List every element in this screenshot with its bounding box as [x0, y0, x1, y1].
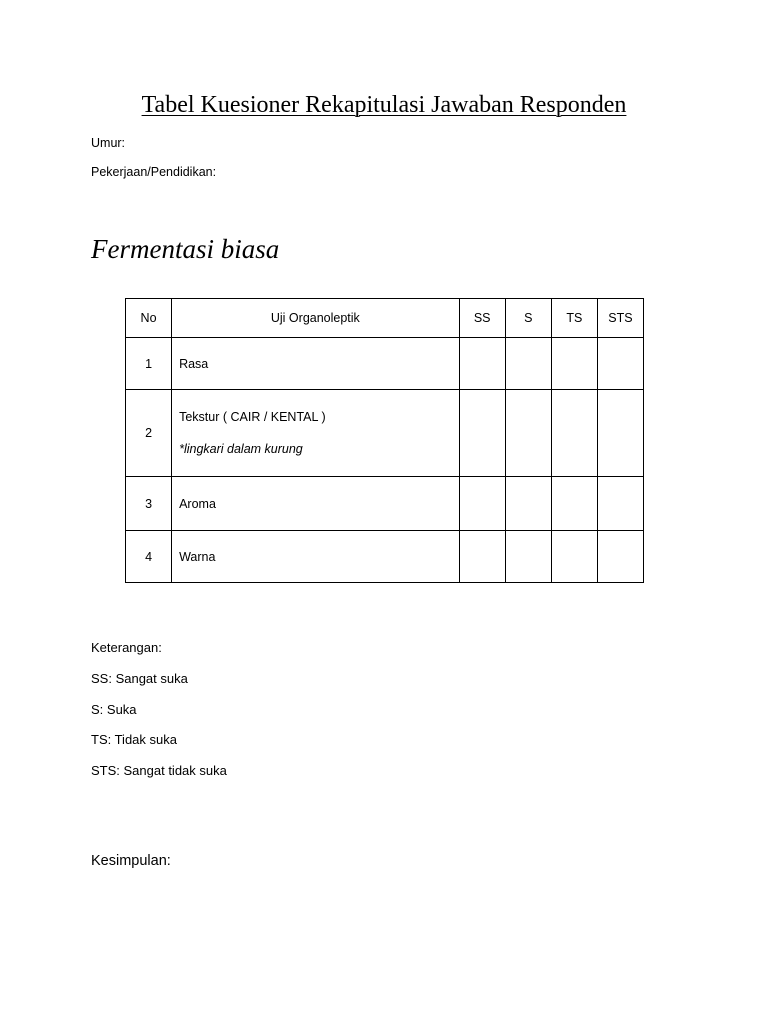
rating-cell-sts[interactable] — [597, 531, 643, 583]
rating-cell-ts[interactable] — [551, 390, 597, 477]
rating-cell-ts[interactable] — [551, 338, 597, 390]
row-item: Aroma — [172, 477, 460, 531]
rating-cell-ss[interactable] — [459, 338, 505, 390]
row-number: 3 — [126, 477, 172, 531]
occupation-education-field-label: Pekerjaan/Pendidikan: — [91, 165, 217, 179]
rating-cell-ss[interactable] — [459, 531, 505, 583]
header-no: No — [126, 299, 172, 338]
page-title: Tabel Kuesioner Rekapitulasi Jawaban Responden — [141, 92, 627, 118]
header-organoleptic-test: Uji Organoleptik — [172, 299, 460, 338]
legend-item-ss: SS: Sangat suka — [91, 671, 188, 686]
row-item-note: *lingkari dalam kurung — [179, 442, 303, 456]
row-number: 4 — [126, 531, 172, 583]
header-s: S — [505, 299, 551, 338]
table-row — [126, 338, 644, 390]
table-row — [126, 477, 644, 531]
age-field-label: Umur: — [91, 136, 126, 150]
section-heading: Fermentasi biasa — [91, 234, 280, 264]
row-number: 1 — [126, 338, 172, 390]
table-header-row — [126, 299, 644, 338]
header-ts: TS — [551, 299, 597, 338]
row-item: Tekstur ( CAIR / KENTAL ) — [179, 410, 326, 424]
legend-item-sts: STS: Sangat tidak suka — [91, 763, 227, 778]
legend-item-s: S: Suka — [91, 702, 137, 717]
organoleptic-rating-table — [125, 298, 644, 583]
rating-cell-s[interactable] — [505, 477, 551, 531]
rating-cell-ss[interactable] — [459, 390, 505, 477]
rating-cell-sts[interactable] — [597, 390, 643, 477]
row-item: Rasa — [172, 338, 460, 390]
rating-cell-ss[interactable] — [459, 477, 505, 531]
table-row — [126, 390, 644, 477]
rating-cell-ts[interactable] — [551, 531, 597, 583]
conclusion-label: Kesimpulan: — [91, 853, 171, 869]
row-item: Warna — [172, 531, 460, 583]
rating-cell-s[interactable] — [505, 531, 551, 583]
legend-heading: Keterangan: — [91, 640, 162, 655]
header-ss: SS — [459, 299, 505, 338]
header-sts: STS — [597, 299, 643, 338]
rating-cell-ts[interactable] — [551, 477, 597, 531]
rating-cell-sts[interactable] — [597, 477, 643, 531]
row-item-with-note — [172, 390, 460, 477]
rating-cell-sts[interactable] — [597, 338, 643, 390]
row-number: 2 — [126, 390, 172, 477]
rating-cell-s[interactable] — [505, 390, 551, 477]
legend-item-ts: TS: Tidak suka — [91, 732, 177, 747]
table-row — [126, 531, 644, 583]
rating-cell-s[interactable] — [505, 338, 551, 390]
